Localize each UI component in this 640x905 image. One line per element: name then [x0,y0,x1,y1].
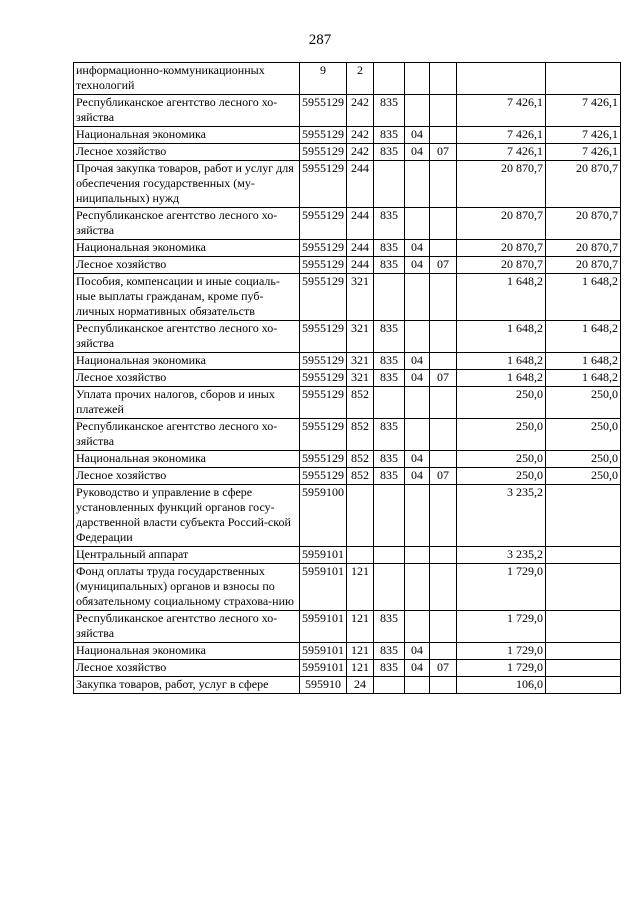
expense-type-code [347,547,374,564]
amount-1: 1 729,0 [457,564,546,611]
section-code: 04 [405,240,430,257]
section-code: 04 [405,370,430,387]
amount-2 [546,677,621,694]
table-row [74,564,621,611]
ministry-code [374,564,405,611]
row-name: Национальная экономика [74,643,300,660]
amount-1: 20 870,7 [457,208,546,240]
amount-1: 7 426,1 [457,144,546,161]
section-code: 04 [405,660,430,677]
expense-type-code: 852 [347,468,374,485]
amount-2: 1 648,2 [546,321,621,353]
section-code [405,677,430,694]
row-name: Республиканское агентство лесного хо-зяйства [74,419,300,451]
subsection-code [430,208,457,240]
target-article-code: 5955129 [300,240,347,257]
table-row [74,257,621,274]
amount-1: 1 648,2 [457,274,546,321]
ministry-code: 835 [374,321,405,353]
amount-2: 7 426,1 [546,144,621,161]
table-row [74,240,621,257]
row-name: Руководство и управление в сфере установленных функций органов госу-дарственной власти субъекта Россий-ской Федерации [74,485,300,547]
section-code: 04 [405,257,430,274]
budget-table [73,62,621,694]
section-code: 04 [405,468,430,485]
section-code [405,485,430,547]
section-code [405,161,430,208]
amount-2: 1 648,2 [546,370,621,387]
table-row [74,161,621,208]
row-name: Лесное хозяйство [74,370,300,387]
page-number: 287 [308,32,332,48]
amount-1: 3 235,2 [457,485,546,547]
row-name: Уплата прочих налогов, сборов и иных платежей [74,387,300,419]
ministry-code: 835 [374,660,405,677]
target-article-code: 5959101 [300,643,347,660]
row-name: Национальная экономика [74,353,300,370]
target-article-code: 5955129 [300,144,347,161]
row-name: Республиканское агентство лесного хо-зяйства [74,95,300,127]
target-article-code: 5955129 [300,451,347,468]
expense-type-code: 321 [347,370,374,387]
amount-1: 20 870,7 [457,257,546,274]
expense-type-code: 244 [347,161,374,208]
target-article-code: 5955129 [300,274,347,321]
expense-type-code [347,485,374,547]
ministry-code: 835 [374,240,405,257]
amount-2 [546,611,621,643]
subsection-code [430,547,457,564]
target-article-code: 595910 [300,677,347,694]
row-name: Лесное хозяйство [74,144,300,161]
table-row [74,611,621,643]
table-row [74,321,621,353]
subsection-code [430,95,457,127]
section-code: 04 [405,451,430,468]
table-row [74,387,621,419]
target-article-code: 5955129 [300,95,347,127]
row-name: Национальная экономика [74,127,300,144]
amount-1: 20 870,7 [457,240,546,257]
amount-2 [546,63,621,95]
table-row [74,660,621,677]
target-article-code: 5955129 [300,127,347,144]
subsection-code [430,564,457,611]
table-row [74,127,621,144]
ministry-code [374,274,405,321]
row-name: Лесное хозяйство [74,468,300,485]
target-article-code: 5955129 [300,321,347,353]
row-name: Центральный аппарат [74,547,300,564]
amount-1: 250,0 [457,451,546,468]
amount-2: 1 648,2 [546,353,621,370]
target-article-code: 5955129 [300,353,347,370]
subsection-code: 07 [430,370,457,387]
section-code: 04 [405,353,430,370]
target-article-code: 5959101 [300,611,347,643]
amount-2 [546,547,621,564]
row-name: Республиканское агентство лесного хо-зяйства [74,611,300,643]
section-code: 04 [405,144,430,161]
ministry-code: 835 [374,95,405,127]
ministry-code: 835 [374,451,405,468]
amount-1: 1 648,2 [457,353,546,370]
amount-1: 250,0 [457,419,546,451]
row-name: Пособия, компенсации и иные социаль-ные выплаты гражданам, кроме пуб-личных нормативных обязательств [74,274,300,321]
amount-1: 250,0 [457,468,546,485]
ministry-code: 835 [374,127,405,144]
row-name: информационно-коммуникационных технологий [74,63,300,95]
expense-type-code: 242 [347,127,374,144]
amount-2: 20 870,7 [546,208,621,240]
table-row [74,274,621,321]
ministry-code: 835 [374,353,405,370]
table-row [74,485,621,547]
ministry-code [374,485,405,547]
subsection-code [430,387,457,419]
table-row [74,353,621,370]
table-row [74,451,621,468]
amount-1: 20 870,7 [457,161,546,208]
table-row [74,63,621,95]
expense-type-code: 852 [347,451,374,468]
amount-2: 1 648,2 [546,274,621,321]
amount-2: 250,0 [546,419,621,451]
ministry-code [374,547,405,564]
table-row [74,643,621,660]
section-code [405,208,430,240]
subsection-code [430,63,457,95]
section-code [405,387,430,419]
subsection-code: 07 [430,468,457,485]
section-code [405,63,430,95]
target-article-code: 5955129 [300,387,347,419]
ministry-code: 835 [374,611,405,643]
row-name: Республиканское агентство лесного хо-зяйства [74,321,300,353]
expense-type-code: 321 [347,321,374,353]
section-code: 04 [405,127,430,144]
expense-type-code: 852 [347,387,374,419]
row-name: Национальная экономика [74,240,300,257]
expense-type-code: 321 [347,353,374,370]
amount-2: 20 870,7 [546,257,621,274]
amount-1 [457,63,546,95]
subsection-code [430,321,457,353]
row-name: Республиканское агентство лесного хо-зяйства [74,208,300,240]
section-code: 04 [405,643,430,660]
subsection-code: 07 [430,144,457,161]
table-row [74,144,621,161]
subsection-code [430,485,457,547]
subsection-code [430,240,457,257]
ministry-code: 835 [374,468,405,485]
expense-type-code: 121 [347,643,374,660]
table-row [74,468,621,485]
target-article-code: 5959101 [300,564,347,611]
target-article-code: 5955129 [300,419,347,451]
ministry-code [374,387,405,419]
subsection-code [430,274,457,321]
expense-type-code: 242 [347,95,374,127]
subsection-code [430,677,457,694]
target-article-code: 5959101 [300,660,347,677]
amount-1: 106,0 [457,677,546,694]
target-article-code: 5955129 [300,370,347,387]
expense-type-code: 24 [347,677,374,694]
expense-type-code: 244 [347,208,374,240]
subsection-code [430,127,457,144]
amount-2: 250,0 [546,387,621,419]
amount-1: 7 426,1 [457,95,546,127]
expense-type-code: 852 [347,419,374,451]
amount-1: 1 648,2 [457,321,546,353]
section-code [405,321,430,353]
target-article-code: 5955129 [300,468,347,485]
ministry-code: 835 [374,419,405,451]
section-code [405,611,430,643]
target-article-code: 5959101 [300,547,347,564]
amount-1: 1 729,0 [457,611,546,643]
expense-type-code: 244 [347,257,374,274]
section-code [405,274,430,321]
amount-1: 1 648,2 [457,370,546,387]
subsection-code: 07 [430,660,457,677]
amount-2: 250,0 [546,451,621,468]
target-article-code: 5955129 [300,208,347,240]
ministry-code [374,677,405,694]
expense-type-code: 244 [347,240,374,257]
amount-2: 20 870,7 [546,240,621,257]
amount-2 [546,643,621,660]
section-code [405,547,430,564]
ministry-code: 835 [374,370,405,387]
target-article-code: 5955129 [300,161,347,208]
subsection-code [430,451,457,468]
expense-type-code: 242 [347,144,374,161]
section-code [405,95,430,127]
subsection-code [430,161,457,208]
subsection-code: 07 [430,257,457,274]
section-code [405,419,430,451]
ministry-code: 835 [374,144,405,161]
amount-1: 1 729,0 [457,660,546,677]
amount-2: 20 870,7 [546,161,621,208]
subsection-code [430,611,457,643]
budget-table-body [74,63,621,694]
amount-1: 3 235,2 [457,547,546,564]
amount-1: 1 729,0 [457,643,546,660]
target-article-code: 5959100 [300,485,347,547]
table-row [74,677,621,694]
row-name: Лесное хозяйство [74,660,300,677]
amount-2 [546,660,621,677]
section-code [405,564,430,611]
row-name: Закупка товаров, работ, услуг в сфере [74,677,300,694]
amount-1: 7 426,1 [457,127,546,144]
expense-type-code: 121 [347,660,374,677]
amount-2: 7 426,1 [546,127,621,144]
table-row [74,208,621,240]
expense-type-code: 121 [347,564,374,611]
subsection-code [430,643,457,660]
ministry-code: 835 [374,643,405,660]
amount-1: 250,0 [457,387,546,419]
row-name: Лесное хозяйство [74,257,300,274]
target-article-code: 9 [300,63,347,95]
row-name: Национальная экономика [74,451,300,468]
expense-type-code: 2 [347,63,374,95]
row-name: Фонд оплаты труда государственных (муниципальных) органов и взносы по обязательному социальному страхова-нию [74,564,300,611]
table-row [74,419,621,451]
ministry-code: 835 [374,257,405,274]
subsection-code [430,419,457,451]
ministry-code [374,63,405,95]
table-row [74,547,621,564]
ministry-code: 835 [374,208,405,240]
table-row [74,370,621,387]
expense-type-code: 121 [347,611,374,643]
amount-2: 250,0 [546,468,621,485]
ministry-code [374,161,405,208]
amount-2 [546,485,621,547]
amount-2 [546,564,621,611]
subsection-code [430,353,457,370]
table-row [74,95,621,127]
amount-2: 7 426,1 [546,95,621,127]
expense-type-code: 321 [347,274,374,321]
row-name: Прочая закупка товаров, работ и услуг для обеспечения государственных (му-ниципальных) нужд [74,161,300,208]
target-article-code: 5955129 [300,257,347,274]
